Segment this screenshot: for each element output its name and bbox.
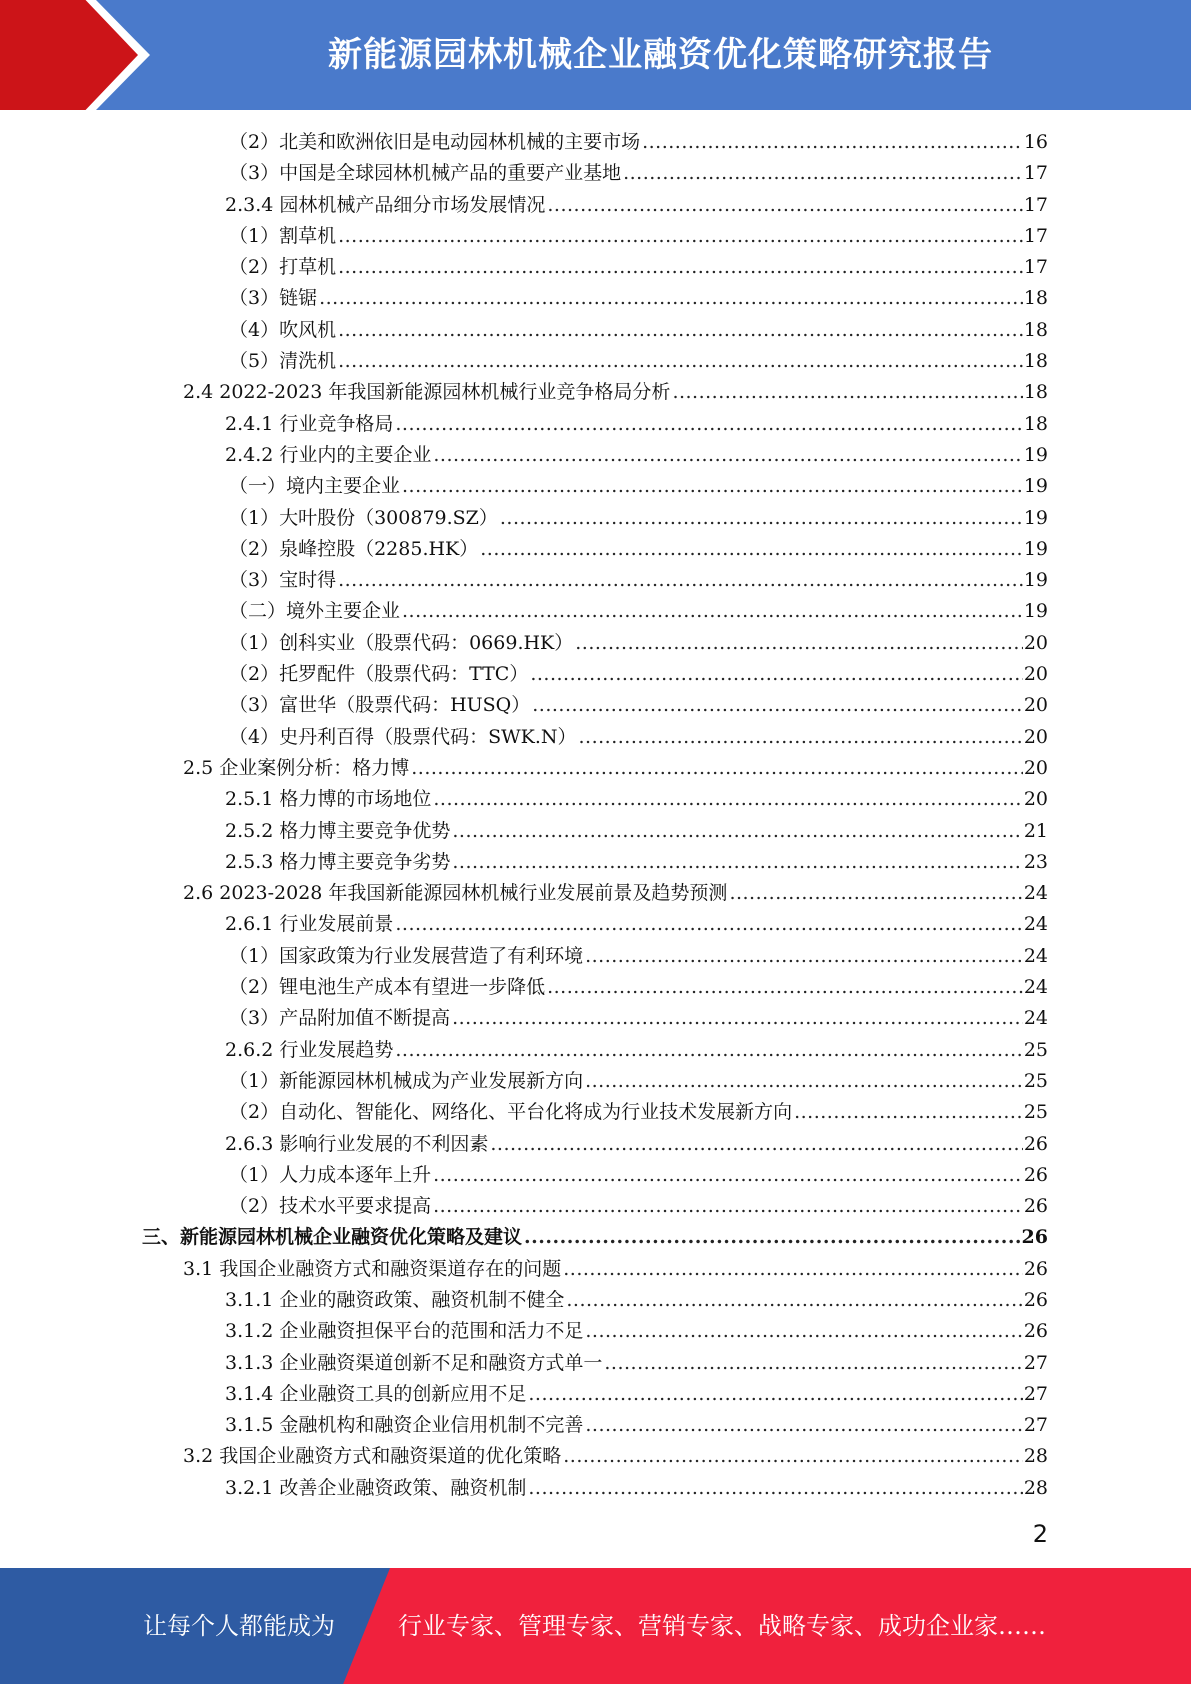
- toc-entry-page: 18: [1023, 287, 1048, 310]
- toc-dot-leader: [402, 471, 1023, 502]
- toc-entry[interactable]: [0, 847, 1191, 878]
- toc-entry-label: 2.6.2 行业发展趋势: [225, 1038, 394, 1061]
- toc-entry[interactable]: [0, 722, 1191, 753]
- footer-slogan-right: 行业专家、管理专家、营销专家、战略专家、成功企业家……: [398, 1612, 1046, 1640]
- toc-entry[interactable]: [0, 1348, 1191, 1379]
- toc-entry-label: （2）锂电池生产成本有望进一步降低: [229, 976, 546, 999]
- toc-entry-page: 16: [1023, 131, 1048, 153]
- toc-entry-page: 20: [1023, 663, 1048, 686]
- toc-entry-page: 19: [1023, 600, 1048, 623]
- toc-entry[interactable]: [0, 909, 1191, 940]
- toc-entry-page: 24: [1023, 1007, 1048, 1030]
- toc-entry[interactable]: [0, 628, 1191, 659]
- toc-entry-label: 3.2 我国企业融资方式和融资渠道的优化策略: [183, 1445, 562, 1468]
- toc-entry-label: （3）产品附加值不断提高: [229, 1007, 451, 1030]
- toc-dot-leader: [480, 534, 1023, 565]
- toc-entry-label: 2.6 2023-2028 年我国新能源园林机械行业发展前景及趋势预测: [183, 882, 728, 905]
- toc-entry-label: （3）宝时得: [229, 569, 337, 592]
- page-header: [0, 0, 1191, 110]
- toc-entry-page: 20: [1023, 725, 1048, 748]
- toc-entry-page: 19: [1023, 506, 1048, 529]
- toc-dot-leader: [729, 878, 1022, 909]
- toc-entry[interactable]: [0, 1035, 1191, 1066]
- toc-dot-leader: [433, 1160, 1023, 1191]
- toc-entry-line: [225, 784, 1048, 815]
- toc-entry-page: 17: [1023, 224, 1048, 247]
- toc-entry-line: [142, 1222, 1048, 1253]
- toc-dot-leader: [338, 565, 1023, 596]
- toc-entry-page: 24: [1023, 944, 1048, 967]
- toc-entry-label: （一）境内主要企业: [229, 475, 401, 498]
- toc-entry-page: 26: [1021, 1226, 1048, 1249]
- toc-entry-page: 21: [1023, 819, 1048, 842]
- toc-dot-leader: [338, 252, 1023, 283]
- toc-dot-leader: [433, 1191, 1023, 1222]
- toc-entry-label: 3.1.2 企业融资担保平台的范围和活力不足: [225, 1320, 584, 1343]
- toc-entry-label: 3.1.1 企业的融资政策、融资机制不健全: [225, 1288, 565, 1311]
- toc-dot-leader: [524, 1222, 1021, 1253]
- toc-entry-page: 26: [1023, 1320, 1048, 1343]
- toc-entry-page: 24: [1023, 913, 1048, 936]
- toc-entry-line: [229, 1066, 1048, 1097]
- toc-dot-leader: [547, 190, 1022, 221]
- toc-entry-line: [225, 909, 1048, 940]
- toc-entry-page: 20: [1023, 694, 1048, 717]
- toc-entry-label: 3.1.3 企业融资渠道创新不足和融资方式单一: [225, 1351, 603, 1374]
- toc-entry-line: [229, 221, 1048, 252]
- toc-dot-leader: [585, 1316, 1022, 1347]
- toc-entry-line: [225, 847, 1048, 878]
- toc-dot-leader: [338, 346, 1023, 377]
- toc-dot-leader: [433, 440, 1022, 471]
- toc-entry[interactable]: [0, 1003, 1191, 1034]
- toc-entry-page: 26: [1023, 1288, 1048, 1311]
- toc-dot-leader: [575, 628, 1023, 659]
- toc-entry-line: [229, 972, 1048, 1003]
- toc-entry[interactable]: [0, 409, 1191, 440]
- toc-dot-leader: [338, 221, 1023, 252]
- toc-entry-page: 27: [1023, 1382, 1048, 1405]
- toc-entry[interactable]: [0, 1410, 1191, 1441]
- toc-dot-leader: [452, 1003, 1023, 1034]
- toc-dot-leader: [585, 1066, 1023, 1097]
- toc-entry-label: 3.1.4 企业融资工具的创新应用不足: [225, 1382, 527, 1405]
- toc-entry[interactable]: [0, 534, 1191, 565]
- toc-dot-leader: [395, 1035, 1022, 1066]
- toc-entry[interactable]: [0, 1441, 1191, 1472]
- toc-entry-page: 27: [1023, 1414, 1048, 1437]
- toc-entry-page: 28: [1023, 1445, 1048, 1468]
- toc-entry-label: （2）打草机: [229, 256, 337, 279]
- page-number: 2: [1032, 1520, 1048, 1548]
- toc-entry[interactable]: [0, 221, 1191, 252]
- page-footer: [0, 1568, 1191, 1684]
- toc-entry[interactable]: [0, 753, 1191, 784]
- toc-entry-line: [229, 1160, 1048, 1191]
- toc-entry-line: [225, 1379, 1048, 1410]
- toc-entry[interactable]: [0, 1097, 1191, 1128]
- toc-entry-page: 28: [1023, 1476, 1048, 1499]
- toc-dot-leader: [500, 503, 1023, 534]
- report-title: 新能源园林机械企业融资优化策略研究报告: [328, 35, 993, 75]
- toc-entry-page: 25: [1023, 1069, 1048, 1092]
- toc-entry-page: 25: [1023, 1038, 1048, 1061]
- toc-entry-line: [225, 1316, 1048, 1347]
- toc-entry[interactable]: [0, 283, 1191, 314]
- toc-entry-line: [229, 722, 1048, 753]
- toc-entry-label: 2.4.2 行业内的主要企业: [225, 443, 432, 466]
- toc-entry-line: [225, 1285, 1048, 1316]
- toc-entry-page: 20: [1023, 631, 1048, 654]
- toc-dot-leader: [566, 1285, 1022, 1316]
- toc-dot-leader: [585, 941, 1023, 972]
- toc-entry-label: 2.6.1 行业发展前景: [225, 913, 394, 936]
- toc-entry-label: （2）技术水平要求提高: [229, 1195, 432, 1218]
- toc-entry-line: [229, 565, 1048, 596]
- toc-entry-page: 18: [1023, 350, 1048, 373]
- toc-entry-label: （1）创科实业（股票代码：0669.HK）: [229, 631, 574, 654]
- toc-entry-page: 20: [1023, 756, 1048, 779]
- toc-entry-page: 24: [1023, 976, 1048, 999]
- toc-dot-leader: [338, 315, 1023, 346]
- toc-entry-line: [183, 878, 1048, 909]
- toc-entry-line: [183, 753, 1048, 784]
- toc-entry[interactable]: [0, 1129, 1191, 1160]
- toc-entry-label: 2.5.2 格力博主要竞争优势: [225, 819, 451, 842]
- toc-entry-line: [229, 503, 1048, 534]
- toc-entry[interactable]: [0, 816, 1191, 847]
- toc-entry[interactable]: [0, 784, 1191, 815]
- toc-dot-leader: [528, 1473, 1022, 1504]
- toc-dot-leader: [411, 753, 1023, 784]
- toc-dot-leader: [563, 1254, 1023, 1285]
- toc-entry-line: [229, 252, 1048, 283]
- toc-entry-line: [229, 1003, 1048, 1034]
- toc-entry-line: [229, 941, 1048, 972]
- toc-entry-page: 17: [1023, 256, 1048, 279]
- toc-entry-label: （4）史丹利百得（股票代码：SWK.N）: [229, 725, 577, 748]
- toc-entry[interactable]: [0, 878, 1191, 909]
- toc-entry-line: [225, 1035, 1048, 1066]
- toc-entry-line: [229, 596, 1048, 627]
- toc-entry-label: 3.2.1 改善企业融资政策、融资机制: [225, 1476, 527, 1499]
- toc-entry-page: 20: [1023, 788, 1048, 811]
- toc-entry-line: [229, 471, 1048, 502]
- toc-entry-line: [229, 315, 1048, 346]
- toc-entry-label: （2）托罗配件（股票代码：TTC）: [229, 663, 529, 686]
- toc-dot-leader: [604, 1348, 1022, 1379]
- toc-entry-label: 3.1.5 金融机构和融资企业信用机制不完善: [225, 1414, 584, 1437]
- toc-entry[interactable]: [0, 503, 1191, 534]
- toc-entry-label: （1）大叶股份（300879.SZ）: [229, 506, 498, 529]
- toc-entry-page: 19: [1023, 475, 1048, 498]
- toc-entry[interactable]: [0, 1191, 1191, 1222]
- toc-dot-leader: [452, 847, 1022, 878]
- toc-entry-label: （4）吹风机: [229, 318, 337, 341]
- toc-entry[interactable]: [0, 1473, 1191, 1504]
- toc-entry-page: 17: [1023, 162, 1048, 185]
- toc-dot-leader: [579, 722, 1023, 753]
- toc-entry[interactable]: [0, 596, 1191, 627]
- toc-entry[interactable]: [0, 377, 1191, 408]
- toc-entry-label: （1）人力成本逐年上升: [229, 1163, 432, 1186]
- toc-entry-line: [183, 1441, 1048, 1472]
- toc-entry-label: （二）境外主要企业: [229, 600, 401, 623]
- toc-dot-leader: [563, 1441, 1023, 1472]
- toc-entry-label: 2.4 2022-2023 年我国新能源园林机械行业竞争格局分析: [183, 381, 671, 404]
- toc-dot-leader: [402, 596, 1023, 627]
- toc-entry-label: （3）中国是全球园林机械产品的重要产业基地: [229, 162, 622, 185]
- toc-entry-page: 26: [1023, 1163, 1048, 1186]
- toc-entry-line: [229, 1097, 1048, 1128]
- toc-entry-page: 24: [1023, 882, 1048, 905]
- toc-entry-page: 18: [1023, 318, 1048, 341]
- toc-dot-leader: [532, 690, 1023, 721]
- toc-entry-line: [229, 283, 1048, 314]
- toc-entry[interactable]: [0, 1066, 1191, 1097]
- toc-entry[interactable]: [0, 346, 1191, 377]
- toc-entry[interactable]: [0, 1316, 1191, 1347]
- toc-dot-leader: [433, 784, 1022, 815]
- toc-entry[interactable]: [0, 1285, 1191, 1316]
- toc-entry[interactable]: [0, 190, 1191, 221]
- toc-entry[interactable]: [0, 659, 1191, 690]
- toc-entry-page: 19: [1023, 569, 1048, 592]
- toc-dot-leader: [547, 972, 1023, 1003]
- toc-entry[interactable]: [0, 972, 1191, 1003]
- toc-entry[interactable]: [0, 690, 1191, 721]
- toc-dot-leader: [490, 1129, 1022, 1160]
- toc-entry[interactable]: [0, 471, 1191, 502]
- table-of-contents: [0, 127, 1191, 1504]
- toc-dot-leader: [794, 1097, 1023, 1128]
- toc-entry-line: [225, 1473, 1048, 1504]
- toc-entry-line: [229, 534, 1048, 565]
- toc-entry[interactable]: [0, 1254, 1191, 1285]
- toc-dot-leader: [528, 1379, 1022, 1410]
- toc-entry[interactable]: [0, 941, 1191, 972]
- footer-slogan-left: 让每个人都能成为: [143, 1612, 335, 1640]
- toc-entry-label: （2）泉峰控股（2285.HK）: [229, 537, 479, 560]
- toc-entry-line: [225, 1410, 1048, 1441]
- toc-entry-page: 19: [1023, 443, 1048, 466]
- toc-entry-page: 27: [1023, 1351, 1048, 1374]
- toc-entry-label: 2.6.3 影响行业发展的不利因素: [225, 1132, 489, 1155]
- toc-dot-leader: [530, 659, 1022, 690]
- toc-entry-line: [225, 440, 1048, 471]
- toc-entry-page: 25: [1023, 1101, 1048, 1124]
- toc-entry-page: 18: [1023, 412, 1048, 435]
- toc-entry-page: 17: [1023, 193, 1048, 216]
- toc-dot-leader: [642, 127, 1023, 158]
- toc-entry-label: 2.5.1 格力博的市场地位: [225, 788, 432, 811]
- toc-entry-line: [183, 377, 1048, 408]
- toc-dot-leader: [395, 409, 1022, 440]
- toc-entry-line: [229, 628, 1048, 659]
- toc-entry-label: 三、新能源园林机械企业融资优化策略及建议: [142, 1226, 523, 1249]
- toc-dot-leader: [452, 816, 1022, 847]
- toc-entry[interactable]: [0, 315, 1191, 346]
- toc-entry-line: [229, 659, 1048, 690]
- toc-entry-label: （5）清洗机: [229, 350, 337, 373]
- toc-entry[interactable]: [0, 565, 1191, 596]
- toc-entry-label: 2.5.3 格力博主要竞争劣势: [225, 850, 451, 873]
- toc-entry[interactable]: [0, 1379, 1191, 1410]
- toc-entry-line: [229, 158, 1048, 189]
- toc-entry[interactable]: [0, 127, 1191, 158]
- toc-dot-leader: [319, 283, 1023, 314]
- toc-entry-label: （2）自动化、智能化、网络化、平台化将成为行业技术发展新方向: [229, 1101, 793, 1124]
- toc-entry-line: [229, 346, 1048, 377]
- toc-entry-label: 2.3.4 园林机械产品细分市场发展情况: [225, 193, 546, 216]
- header-chevron-icon: [0, 0, 138, 110]
- toc-entry-label: （1）割草机: [229, 224, 337, 247]
- toc-entry-label: （3）富世华（股票代码：HUSQ）: [229, 694, 531, 717]
- toc-entry-label: （1）新能源园林机械成为产业发展新方向: [229, 1069, 584, 1092]
- toc-entry-page: 23: [1023, 850, 1048, 873]
- toc-entry-page: 19: [1023, 537, 1048, 560]
- toc-entry-line: [229, 127, 1048, 158]
- toc-entry-line: [225, 409, 1048, 440]
- toc-entry-line: [225, 190, 1048, 221]
- toc-dot-leader: [585, 1410, 1022, 1441]
- toc-entry-page: 26: [1023, 1195, 1048, 1218]
- toc-dot-leader: [672, 377, 1022, 408]
- toc-entry-label: （2）北美和欧洲依旧是电动园林机械的主要市场: [229, 131, 641, 153]
- toc-entry-page: 18: [1023, 381, 1048, 404]
- toc-entry-label: 3.1 我国企业融资方式和融资渠道存在的问题: [183, 1257, 562, 1280]
- toc-entry-page: 26: [1023, 1257, 1048, 1280]
- toc-dot-leader: [623, 158, 1023, 189]
- toc-entry-label: （1）国家政策为行业发展营造了有利环境: [229, 944, 584, 967]
- toc-dot-leader: [395, 909, 1022, 940]
- toc-entry-label: 2.5 企业案例分析：格力博: [183, 756, 410, 779]
- toc-entry-line: [225, 1348, 1048, 1379]
- toc-entry-label: 2.4.1 行业竞争格局: [225, 412, 394, 435]
- toc-entry-line: [229, 690, 1048, 721]
- toc-entry-line: [225, 1129, 1048, 1160]
- toc-entry[interactable]: [0, 1222, 1191, 1253]
- toc-entry-line: [225, 816, 1048, 847]
- toc-entry[interactable]: [0, 158, 1191, 189]
- toc-entry[interactable]: [0, 252, 1191, 283]
- toc-entry-line: [183, 1254, 1048, 1285]
- toc-entry[interactable]: [0, 1160, 1191, 1191]
- toc-entry-label: （3）链锯: [229, 287, 318, 310]
- toc-entry[interactable]: [0, 440, 1191, 471]
- toc-entry-line: [229, 1191, 1048, 1222]
- toc-entry-page: 26: [1023, 1132, 1048, 1155]
